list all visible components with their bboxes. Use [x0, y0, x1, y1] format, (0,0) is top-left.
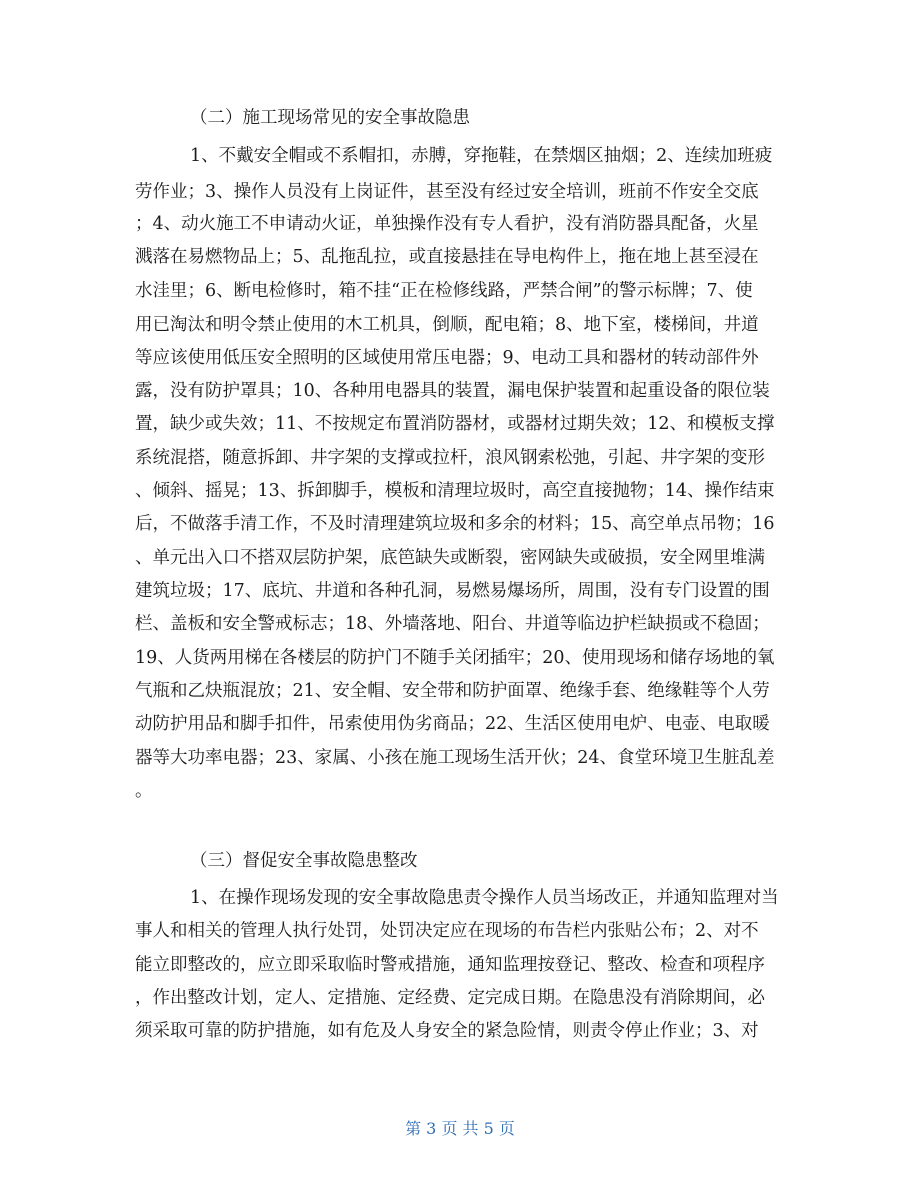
paragraph-line: 劳作业；3、操作人员没有上岗证件，甚至没有经过安全培训，班前不作安全交底 [135, 182, 759, 202]
paragraph-line: 事人和相关的管理人执行处罚，处罚决定应在现场的布告栏内张贴公布；2、对不 [135, 921, 759, 941]
paragraph-line: 、单元出入口不搭双层防护架，底笆缺失或断裂，密网缺失或破损，安全网里堆满 [135, 548, 765, 568]
paragraph-line: 溅落在易燃物品上；5、乱拖乱拉，或直接悬挂在导电构件上，拖在地上甚至浸在 [135, 247, 759, 267]
paragraph-line: 动防护用品和脚手扣件，吊索使用伪劣商品；22、生活区使用电炉、电壶、电取暖 [135, 714, 770, 734]
paragraph-line: 1、不戴安全帽或不系帽扣，赤膊，穿拖鞋，在禁烟区抽烟；2、连续加班疲 [190, 146, 773, 166]
paragraph-line: 气瓶和乙炔瓶混放；21、安全帽、安全带和防护面罩、绝缘手套、绝缘鞋等个人劳 [135, 681, 770, 701]
paragraph-line: 系统混搭，随意拆卸、井字架的支撑或拉杆，浪风钢索松弛，引起、井字架的变形 [135, 448, 765, 468]
paragraph-line: 栏、盖板和安全警戒标志；18、外墙落地、阳台、井道等临边护栏缺损或不稳固； [135, 614, 770, 634]
paragraph-line: 须采取可靠的防护措施，如有危及人身安全的紧急险情，则责令停止作业；3、对 [135, 1021, 759, 1041]
section-heading-2: （二）施工现场常见的安全事故隐患 [190, 108, 470, 128]
paragraph-line: 等应该使用低压安全照明的区域使用常压电器；9、电动工具和器材的转动部件外 [135, 348, 759, 368]
paragraph-line: 露，没有防护罩具；10、各种用电器具的装置，漏电保护装置和起重设备的限位装 [135, 381, 770, 401]
paragraph-line: 。 [135, 781, 153, 801]
paragraph-line: 能立即整改的，应立即采取临时警戒措施，通知监理按登记、整改、检查和项程序 [135, 955, 765, 975]
paragraph-line: ，作出整改计划，定人、定措施、定经费、定完成日期。在隐患没有消除期间，必 [135, 988, 765, 1008]
paragraph-line: 1、在操作现场发现的安全事故隐患责令操作人员当场改正，并通知监理对当 [190, 888, 779, 908]
paragraph-line: 建筑垃圾；17、底坑、井道和各种孔洞，易燃易爆场所，周围，没有专门设置的围 [135, 581, 770, 601]
page-number-footer: 第 3 页 共 5 页 [405, 1119, 515, 1138]
paragraph-line: ；4、动火施工不申请动火证，单独操作没有专人看护，没有消防器具配备，火星 [135, 214, 759, 234]
paragraph-line: 后，不做落手清工作，不及时清理建筑垃圾和多余的材料；15、高空单点吊物；16 [135, 514, 775, 534]
paragraph-line: 、倾斜、摇晃；13、拆卸脚手，模板和清理垃圾时，高空直接抛物；14、操作结束 [135, 481, 775, 501]
paragraph-line: 置，缺少或失效；11、不按规定布置消防器材，或器材过期失效；12、和模板支撑 [135, 414, 775, 434]
paragraph-line: 19、人货两用梯在各楼层的防护门不随手关闭插牢；20、使用现场和储存场地的氧 [135, 648, 775, 668]
paragraph-line: 水洼里；6、断电检修时，箱不挂“正在检修线路，严禁合闸”的警示标牌；7、使 [135, 281, 753, 301]
paragraph-line: 器等大功率电器；23、家属、小孩在施工现场生活开伙；24、食堂环境卫生脏乱差 [135, 748, 775, 768]
section-heading-3: （三）督促安全事故隐患整改 [190, 851, 418, 871]
paragraph-line: 用已淘汰和明令禁止使用的木工机具，倒顺，配电箱；8、地下室，楼梯间，井道 [135, 315, 759, 335]
